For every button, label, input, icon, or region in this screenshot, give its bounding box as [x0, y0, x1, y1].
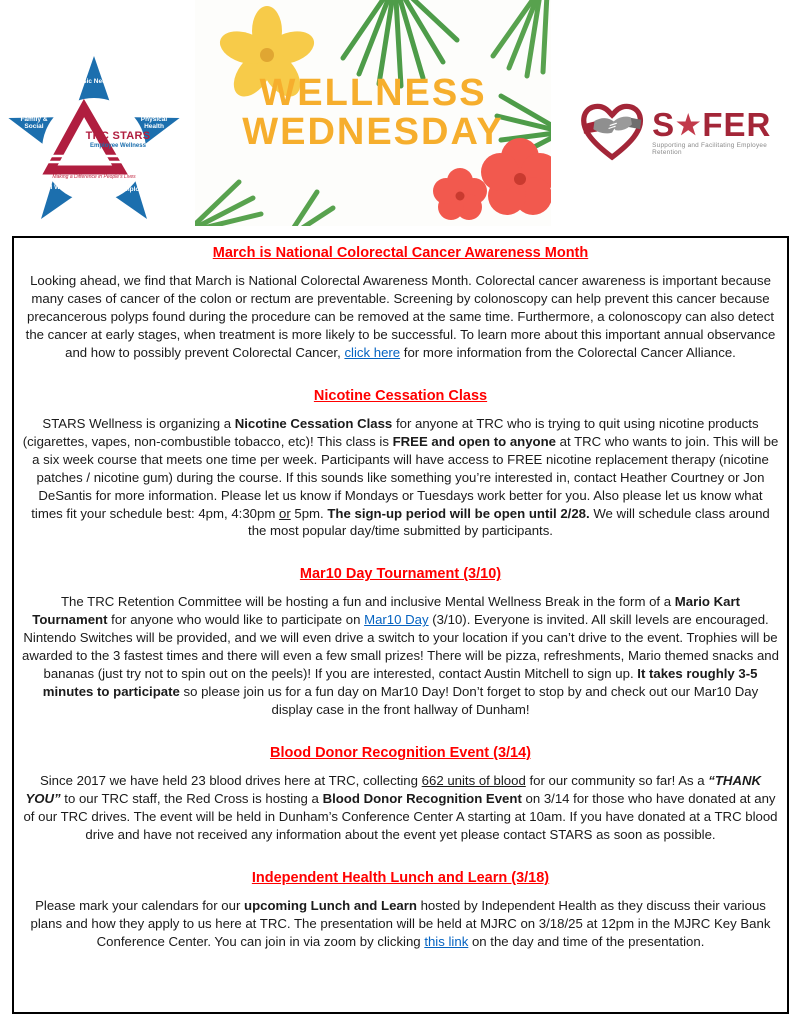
text-segment: on the day and time of the presentation.	[468, 933, 705, 949]
section-nicotine-cessation	[22, 388, 779, 541]
text-segment: Nicotine Cessation Class	[234, 415, 393, 431]
heart-handshake-icon	[577, 97, 647, 167]
section-body	[22, 897, 779, 951]
text-segment: “THANK YOU”	[25, 773, 762, 807]
palm-leaf-icon	[493, 0, 547, 76]
banner-title-line1: WELLNESS	[259, 72, 487, 114]
text-segment: We will schedule class around the most popular day/time submitted by participants.	[248, 505, 770, 539]
text-segment: FREE and open to anyone	[392, 433, 556, 449]
text-segment: Mario Kart Tournament	[32, 594, 740, 628]
colorectal-click-here-link[interactable]: click here	[344, 344, 401, 360]
text-segment: 662 units of blood	[421, 773, 526, 789]
mar10-day-link[interactable]: Mar10 Day	[364, 612, 429, 628]
star-icon: ★	[676, 110, 702, 140]
star-point-basic-needs: Basic Needs	[74, 78, 114, 85]
zoom-this-link[interactable]: this link	[424, 933, 469, 949]
safer-letter-s: S	[652, 106, 676, 143]
trc-logo-tagline: Making a Difference in People’s Lives	[52, 174, 136, 180]
safer-wordmark	[652, 108, 771, 141]
star-point-mental-wellness: Mental Wellness	[31, 184, 83, 191]
text-segment: The TRC Retention Committee will be hosting a fun and inclusive Mental Wellness Break in the form of a	[61, 594, 675, 610]
text-segment: for anyone at TRC who is trying to quit using nicotine products (cigarettes, vapes, non-combustible tobacco, etc)! This class is	[22, 415, 759, 449]
masthead	[0, 0, 801, 232]
text-segment: Blood Donor Recognition Event	[322, 791, 522, 807]
star-point-family-social: Family & Social	[20, 116, 48, 131]
star-point-physical-health: Physical Health	[140, 116, 168, 131]
text-segment: or	[278, 505, 291, 521]
wellness-wednesday-banner	[195, 0, 551, 226]
safer-tagline: Supporting and Facilitating Employee Retention	[652, 142, 768, 156]
section-body	[22, 772, 779, 844]
section-body	[22, 415, 779, 541]
safer-letters-fer: FER	[702, 106, 772, 143]
trc-logo-title: TRC STARS	[85, 130, 151, 142]
section-mar10-tournament	[22, 566, 779, 719]
text-segment: hosted by Independent Health as they discuss their various plans and how they apply to us here at TRC. The presentation will be held at MJRC on 3/18/25 at 12pm in the MJRC Key Bank Conference Center. You can join in via zoom by clicking	[30, 897, 771, 949]
text-segment: so please join us for a fun day on Mar10 Day! Don’t forget to stop by and check out our Mar10 Day display case in the front hallway of Dunham!	[179, 684, 759, 718]
section-colorectal-awareness	[22, 245, 779, 362]
banner-title	[195, 74, 551, 152]
section-heading: Nicotine Cessation Class	[313, 387, 488, 404]
text-segment: It takes roughly 3-5 minutes to participate	[42, 666, 758, 700]
section-heading: Mar10 Day Tournament (3/10)	[299, 566, 502, 583]
text-segment: at TRC who wants to join. This will be a six week course that meets one time per week. Participants will have access to FREE nicotine replacement therapy (nicotine patches / nicotine gum) during the course. If this sounds like something you’re interested in, contact Heather Courtney or Jon DeSantis for more information. Please let us know if Mondays or Tuesdays work better for you. Also please let us know what times fit your schedule best: 4pm, 4:30pm	[31, 433, 779, 521]
section-lunch-and-learn	[22, 870, 779, 951]
trc-stars-logo	[8, 50, 180, 230]
text-segment: (3/10). Everyone is invited. All skill levels are encouraged. Nintendo Switches will be provided, and we will even drive a switch to your location if you can’t drive to the event. Trophies will be awarded to the 3 fastest times and there will even a few small prizes! There will be pizza, refreshments, Mario themed snacks and bananas (just try not to spin out on the peels)! If you are interested, contact Austin Mitchell to sign up.	[22, 612, 779, 682]
text-segment: Since 2017 we have held 23 blood drives here at TRC, collecting	[39, 773, 422, 789]
newsletter-content-box	[12, 236, 789, 1014]
text-segment: Please mark your calendars for our	[35, 897, 245, 913]
banner-title-line2: WEDNESDAY	[242, 110, 504, 153]
text-segment: to our TRC staff, the Red Cross is hosting a	[60, 791, 323, 807]
star-point-employment: Employment	[119, 186, 159, 193]
section-body	[22, 272, 779, 362]
section-heading: Blood Donor Recognition Event (3/14)	[269, 745, 531, 762]
text-segment: upcoming Lunch and Learn	[244, 897, 417, 913]
section-heading: March is National Colorectal Cancer Awareness Month	[212, 245, 589, 261]
text-segment: STARS Wellness is organizing a	[42, 415, 235, 431]
safer-logo	[577, 92, 791, 172]
text-segment: Looking ahead, we find that March is National Colorectal Awareness Month. Colorectal cancer awareness is important because many cases of cancer of the colon or rectum are preventable. Screening by colonoscopy can help prevent this cancer because precancerous polyps found during the procedure can be removed at the same time. Furthermore, a colonoscopy can also detect the cancer at early stages, when treatment is more likely to be successful. To learn more about this important annual observance and how to possibly prevent Colorectal Cancer,	[25, 273, 776, 360]
text-segment: 5pm.	[290, 505, 328, 521]
text-segment: for anyone who would like to participate on	[107, 612, 365, 628]
section-body	[22, 593, 779, 719]
section-heading: Independent Health Lunch and Learn (3/18)	[251, 869, 550, 886]
text-segment: on 3/14 for those who have donated at any of our TRC drives. The event will be held in Dunham’s Conference Center A starting at 10am. If you have donated at a TRC blood drive and have not received any information about the event yet please contact STARS as soon as possible.	[23, 791, 778, 842]
trc-logo-subtitle: Employee Wellness	[90, 143, 146, 149]
text-segment: for our community so far! As a	[525, 773, 709, 789]
text-segment: The sign-up period will be open until 2/28.	[327, 505, 590, 521]
text-segment: for more information from the Colorectal Cancer Alliance.	[400, 344, 736, 360]
palm-leaf-icon	[195, 182, 333, 226]
section-blood-donor-event	[22, 745, 779, 844]
